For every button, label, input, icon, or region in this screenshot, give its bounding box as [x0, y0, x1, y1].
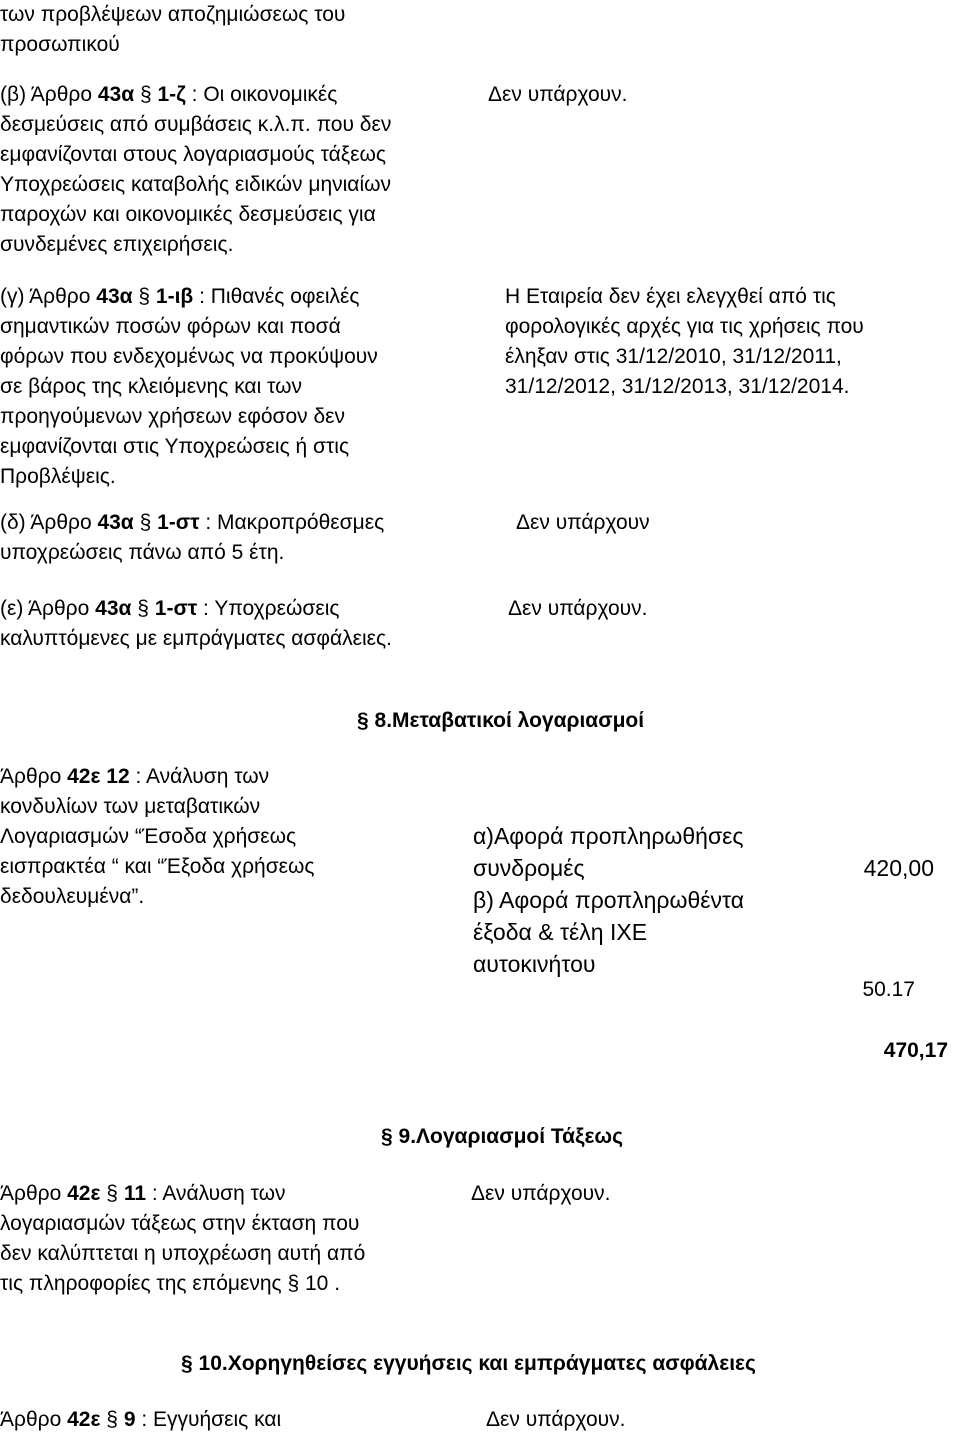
- section-10-heading: [181, 1349, 756, 1379]
- item-b-line2: δεσμεύσεις από συμβάσεις κ.λ.π. που δεν: [0, 113, 392, 136]
- section-9-title: 9.Λογαριασμοί Τάξεως: [398, 1125, 624, 1148]
- section-8-article-line5: δεδουλευμένα”.: [0, 885, 145, 908]
- section-mark: §: [138, 285, 151, 308]
- section-mark: §: [106, 1408, 118, 1431]
- item-b-line4: Υποχρεώσεις καταβολής ειδικών μηνιαίων: [0, 173, 392, 196]
- section-8-article-line4: εισπρακτέα “ και “Έξοδα χρήσεως: [0, 855, 315, 878]
- section-8-total: 470,17: [883, 1039, 948, 1062]
- item-e-line2: καλυπτόμενες με εμπράγματες ασφάλειες.: [0, 627, 392, 650]
- section-8-article-line2: κονδυλίων των μεταβατικών: [0, 795, 261, 818]
- section-9-answer: Δεν υπάρχουν.: [471, 1182, 611, 1205]
- section-8-a-amount: 420,00: [863, 855, 934, 881]
- item-b-line5: παροχών και οικονομικές δεσμεύσεις για: [0, 203, 376, 226]
- section-mark: §: [181, 1352, 193, 1375]
- section-mark: §: [139, 511, 152, 534]
- item-c-line7: Προβλέψεις.: [0, 465, 116, 488]
- section-9-article-line3: δεν καλύπτεται η υποχρέωση αυτή από: [0, 1242, 366, 1265]
- section-10-article: [0, 1405, 281, 1435]
- item-c-line5: προηγούμενων χρήσεων εφόσον δεν: [0, 405, 346, 428]
- section-8-details: [473, 820, 744, 980]
- item-c-line3: φόρων που ενδεχομένως να προκύψουν: [0, 345, 378, 368]
- item-c-answer-line2: φορολογικές αρχές για τις χρήσεις που: [505, 315, 864, 338]
- section-10-article-line1: Άρθρο 42ε § 9 : Εγγυήσεις και: [0, 1408, 282, 1431]
- section-mark: §: [357, 709, 369, 732]
- item-c-line6: εμφανίζονται στις Υποχρεώσεις ή στις: [0, 435, 350, 458]
- section-8-article-line3: Λογαριασμών “Έσοδα χρήσεως: [0, 825, 297, 848]
- item-c-line2: σημαντικών ποσών φόρων και ποσά: [0, 315, 341, 338]
- item-c-line1: (γ) Άρθρο 43α § 1-ιβ : Πιθανές οφειλές: [0, 285, 360, 308]
- section-9-heading: [381, 1122, 623, 1152]
- item-e-line1: (ε) Άρθρο 43α § 1-στ : Υποχρεώσεις: [0, 597, 340, 620]
- item-d-text: [0, 508, 384, 568]
- item-b-line6: συνδεμένες επιχειρήσεις.: [0, 233, 234, 256]
- item-b-answer: Δεν υπάρχουν.: [488, 83, 628, 106]
- top-fragment-line2: προσωπικού: [0, 33, 120, 56]
- item-d-line2: υποχρεώσεις πάνω από 5 έτη.: [0, 541, 285, 564]
- section-mark: §: [381, 1125, 393, 1148]
- section-9-article: [0, 1179, 365, 1299]
- top-fragment: [0, 0, 345, 60]
- item-d-line1: (δ) Άρθρο 43α § 1-στ : Μακροπρόθεσμες: [0, 511, 385, 534]
- section-8-b-amount: 50.17: [862, 978, 915, 1001]
- section-10-answer: Δεν υπάρχουν.: [486, 1408, 626, 1431]
- item-c-answer-line1: Η Εταιρεία δεν έχει ελεγχθεί από τις: [505, 285, 836, 308]
- section-9-article-line2: λογαριασμών τάξεως στην έκταση που: [0, 1212, 360, 1235]
- section-8-article: [0, 762, 315, 912]
- section-8-article-line1: Άρθρο 42ε 12 : Ανάλυση των: [0, 765, 270, 788]
- item-b-text: [0, 80, 391, 260]
- item-b-line3: εμφανίζονται στους λογαριασμούς τάξεως: [0, 143, 386, 166]
- section-8-b-line1: β) Αφορά προπληρωθέντα: [473, 887, 745, 913]
- section-8-title: 8.Μεταβατικοί λογαριασμοί: [374, 709, 645, 732]
- section-mark: §: [106, 1182, 118, 1205]
- section-8-b-line2: έξοδα & τέλη ΙΧΕ: [473, 919, 648, 945]
- item-d-answer: Δεν υπάρχουν: [516, 511, 650, 534]
- section-mark: §: [137, 597, 149, 620]
- section-8-b-line3: αυτοκινήτου: [473, 951, 596, 977]
- item-c-answer: [505, 282, 864, 402]
- item-c-answer-line3: έληξαν στις 31/12/2010, 31/12/2011,: [505, 345, 842, 368]
- item-c-text: [0, 282, 378, 492]
- section-10-title: 10.Χορηγηθείσες εγγυήσεις και εμπράγματες ασφάλειες: [198, 1352, 756, 1375]
- section-8-a-line1: α)Αφορά προπληρωθήσες: [473, 823, 744, 849]
- item-e-answer: Δεν υπάρχουν.: [508, 597, 648, 620]
- section-8-a-line2: συνδρομές: [473, 855, 585, 881]
- section-mark: §: [139, 83, 152, 106]
- item-c-line4: σε βάρος της κλειόμενης και των: [0, 375, 302, 398]
- item-e-text: [0, 594, 392, 654]
- item-c-answer-line4: 31/12/2012, 31/12/2013, 31/12/2014.: [505, 375, 850, 398]
- section-9-article-line4: τις πληροφορίες της επόμενης § 10 .: [0, 1272, 341, 1295]
- item-b-line1: (β) Άρθρο 43α § 1-ζ : Οι οικονομικές: [0, 83, 338, 106]
- top-fragment-line1: των προβλέψεων αποζημιώσεως του: [0, 3, 346, 26]
- section-9-article-line1: Άρθρο 42ε § 11 : Ανάλυση των: [0, 1182, 286, 1205]
- section-8-heading: [357, 706, 644, 736]
